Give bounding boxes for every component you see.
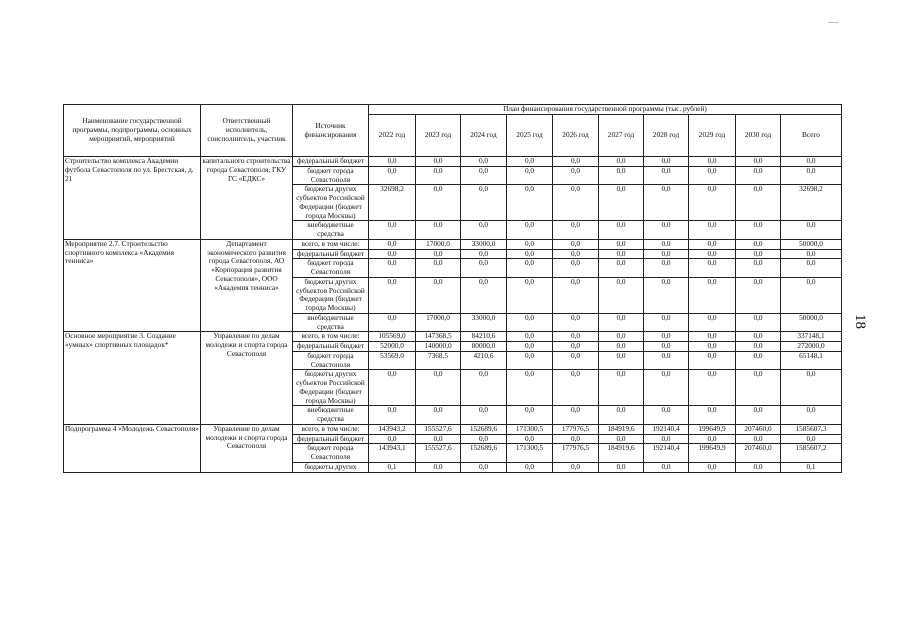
header-total: Всего: [781, 115, 842, 157]
year-value-cell: 0,0: [507, 406, 553, 425]
year-value-cell: 0,0: [369, 166, 416, 185]
year-value-cell: 0,0: [553, 239, 599, 249]
year-value-cell: 147368,5: [416, 332, 461, 342]
program-name-cell: Основное мероприятие 3. Создание «умных» спортивных площадок*: [64, 332, 201, 425]
year-value-cell: 105569,0: [369, 332, 416, 342]
table-body: [64, 157, 842, 473]
year-value-cell: 171300,5: [507, 424, 553, 434]
year-value-cell: 0,0: [689, 313, 736, 332]
year-value-cell: 0,0: [461, 277, 507, 313]
year-value-cell: 4210,6: [461, 351, 507, 370]
year-value-cell: 0,0: [689, 351, 736, 370]
year-value-cell: 0,0: [416, 249, 461, 259]
year-value-cell: 0,0: [689, 239, 736, 249]
funding-source-cell: внебюджетные средства: [293, 406, 369, 425]
header-year: 2029 год: [689, 115, 736, 157]
header-year: 2026 год: [553, 115, 599, 157]
total-value-cell: 50000,0: [781, 239, 842, 249]
year-value-cell: 0,0: [416, 157, 461, 167]
year-value-cell: 155527,6: [416, 424, 461, 434]
program-name-cell: Строительство комплекса Академии футбола Севастополя по ул. Брестская, д. 21: [64, 157, 201, 240]
year-value-cell: 0,0: [644, 277, 689, 313]
year-value-cell: 0,0: [736, 406, 781, 425]
year-value-cell: 84210,6: [461, 332, 507, 342]
total-value-cell: 50000,0: [781, 313, 842, 332]
executor-cell: Управление по делам молодежи и спорта города Севастополя: [201, 424, 293, 472]
year-value-cell: 0,0: [553, 370, 599, 406]
year-value-cell: 0,0: [461, 434, 507, 444]
year-value-cell: 0,0: [599, 434, 644, 444]
year-value-cell: 0,0: [416, 185, 461, 221]
year-value-cell: 0,0: [416, 259, 461, 278]
year-value-cell: 184919,6: [599, 424, 644, 434]
total-value-cell: 65148,1: [781, 351, 842, 370]
year-value-cell: 0,0: [553, 157, 599, 167]
year-value-cell: 0,0: [689, 434, 736, 444]
program-name-cell: Подпрограмма 4 «Молодежь Севастополя»: [64, 424, 201, 472]
funding-source-cell: бюджет города Севастополя: [293, 166, 369, 185]
year-value-cell: 33000,0: [461, 239, 507, 249]
funding-source-cell: бюджеты других субъектов Российской Федерации (бюджет города Москвы): [293, 277, 369, 313]
year-value-cell: 0,0: [507, 434, 553, 444]
year-value-cell: 192140,4: [644, 444, 689, 463]
year-value-cell: 0,0: [507, 370, 553, 406]
year-value-cell: 0,0: [416, 434, 461, 444]
year-value-cell: 0,0: [553, 277, 599, 313]
year-value-cell: 177976,5: [553, 424, 599, 434]
funding-source-cell: федеральный бюджет: [293, 157, 369, 167]
year-value-cell: 0,0: [689, 166, 736, 185]
year-value-cell: 0,0: [644, 462, 689, 472]
year-value-cell: 0,0: [461, 166, 507, 185]
year-value-cell: 0,0: [599, 313, 644, 332]
year-value-cell: 0,0: [599, 342, 644, 352]
year-value-cell: 207460,0: [736, 444, 781, 463]
funding-source-cell: бюджет города Севастополя: [293, 444, 369, 463]
year-value-cell: 0,0: [461, 406, 507, 425]
year-value-cell: 0,0: [416, 277, 461, 313]
funding-source-cell: федеральный бюджет: [293, 342, 369, 352]
total-value-cell: 0,0: [781, 406, 842, 425]
year-value-cell: 0,0: [599, 259, 644, 278]
year-value-cell: 0,0: [599, 249, 644, 259]
year-value-cell: 0,0: [644, 249, 689, 259]
year-value-cell: 80000,0: [461, 342, 507, 352]
header-year: 2023 год: [416, 115, 461, 157]
header-executor: Ответственный исполнитель, соисполнитель, участник: [201, 105, 293, 157]
year-value-cell: 155527,6: [416, 444, 461, 463]
year-value-cell: 0,0: [553, 166, 599, 185]
year-value-cell: 0,0: [461, 370, 507, 406]
year-value-cell: 17000,0: [416, 239, 461, 249]
year-value-cell: 0,0: [644, 166, 689, 185]
year-value-cell: 0,0: [369, 313, 416, 332]
year-value-cell: 0,0: [736, 249, 781, 259]
year-value-cell: 0,0: [736, 434, 781, 444]
year-value-cell: 0,0: [599, 406, 644, 425]
year-value-cell: 0,0: [507, 277, 553, 313]
year-value-cell: 143943,1: [369, 444, 416, 463]
year-value-cell: 0,0: [461, 259, 507, 278]
year-value-cell: 32698,2: [369, 185, 416, 221]
year-value-cell: 143943,2: [369, 424, 416, 434]
year-value-cell: 0,0: [736, 185, 781, 221]
year-value-cell: 0,0: [736, 462, 781, 472]
funding-source-cell: бюджеты других субъектов Российской Федерации (бюджет города Москвы): [293, 185, 369, 221]
funding-source-cell: бюджет города Севастополя: [293, 259, 369, 278]
header-year: 2022 год: [369, 115, 416, 157]
funding-source-cell: всего, в том числе:: [293, 239, 369, 249]
year-value-cell: 0,0: [599, 370, 644, 406]
year-value-cell: 0,0: [369, 259, 416, 278]
header-plan-title: План финансирования государственной программы (тыс. рублей): [369, 105, 842, 115]
total-value-cell: 1585607,2: [781, 444, 842, 463]
year-value-cell: 0,0: [736, 166, 781, 185]
year-value-cell: 0,0: [689, 277, 736, 313]
year-value-cell: 7368,5: [416, 351, 461, 370]
year-value-cell: 0,0: [644, 434, 689, 444]
year-value-cell: 0,0: [553, 259, 599, 278]
year-value-cell: 0,0: [507, 221, 553, 240]
year-value-cell: 0,0: [553, 342, 599, 352]
header-year: 2025 год: [507, 115, 553, 157]
funding-source-cell: внебюджетные средства: [293, 221, 369, 240]
year-value-cell: 0,0: [553, 313, 599, 332]
year-value-cell: 0,0: [736, 332, 781, 342]
year-value-cell: 0,0: [644, 351, 689, 370]
year-value-cell: 0,0: [461, 221, 507, 240]
table-row: [64, 424, 842, 434]
year-value-cell: 0,0: [599, 239, 644, 249]
year-value-cell: 0,0: [461, 249, 507, 259]
table-row: [64, 157, 842, 167]
year-value-cell: 0,0: [553, 434, 599, 444]
funding-source-cell: всего, в том числе:: [293, 332, 369, 342]
year-value-cell: 0,0: [644, 259, 689, 278]
year-value-cell: 0,0: [507, 239, 553, 249]
year-value-cell: 0,0: [416, 406, 461, 425]
executor-cell: Управление по делам молодежи и спорта города Севастополя: [201, 332, 293, 425]
year-value-cell: 0,0: [736, 351, 781, 370]
year-value-cell: 0,0: [644, 342, 689, 352]
year-value-cell: 0,0: [599, 221, 644, 240]
total-value-cell: 0,0: [781, 370, 842, 406]
year-value-cell: 0,0: [507, 462, 553, 472]
funding-source-cell: всего, в том числе:: [293, 424, 369, 434]
year-value-cell: 0,0: [507, 332, 553, 342]
total-value-cell: 0,1: [781, 462, 842, 472]
header-year: 2028 год: [644, 115, 689, 157]
financing-table: [63, 104, 842, 473]
year-value-cell: 0,0: [416, 166, 461, 185]
funding-source-cell: бюджет города Севастополя: [293, 351, 369, 370]
year-value-cell: 0,0: [369, 277, 416, 313]
year-value-cell: 0,0: [689, 370, 736, 406]
year-value-cell: 0,0: [736, 313, 781, 332]
year-value-cell: 0,0: [644, 185, 689, 221]
header-year: 2024 год: [461, 115, 507, 157]
year-value-cell: 0,0: [553, 462, 599, 472]
executor-cell: Департамент экономического развития города Севастополя, АО «Корпорация развития Севастополя», ООО «Академия тенниса»: [201, 239, 293, 332]
year-value-cell: 152689,6: [461, 424, 507, 434]
total-value-cell: 0,0: [781, 249, 842, 259]
year-value-cell: 0,0: [461, 462, 507, 472]
year-value-cell: 0,0: [507, 351, 553, 370]
total-value-cell: 0,0: [781, 277, 842, 313]
year-value-cell: 0,0: [553, 351, 599, 370]
year-value-cell: 177976,5: [553, 444, 599, 463]
year-value-cell: 0,0: [599, 351, 644, 370]
page-number: 18: [852, 314, 868, 329]
year-value-cell: 0,0: [599, 462, 644, 472]
year-value-cell: 0,0: [416, 221, 461, 240]
year-value-cell: 53569,0: [369, 351, 416, 370]
year-value-cell: 0,0: [369, 406, 416, 425]
total-value-cell: 337148,1: [781, 332, 842, 342]
year-value-cell: 0,0: [461, 157, 507, 167]
year-value-cell: 33000,0: [461, 313, 507, 332]
year-value-cell: 0,0: [507, 185, 553, 221]
year-value-cell: 0,0: [644, 332, 689, 342]
year-value-cell: 0,0: [599, 277, 644, 313]
year-value-cell: 0,0: [507, 259, 553, 278]
year-value-cell: 0,0: [736, 342, 781, 352]
year-value-cell: 171300,5: [507, 444, 553, 463]
program-name-cell: Мероприятие 2.7. Строительство спортивного комплекса «Академия тенниса»: [64, 239, 201, 332]
year-value-cell: 0,0: [369, 221, 416, 240]
total-value-cell: 0,0: [781, 259, 842, 278]
total-value-cell: 0,0: [781, 221, 842, 240]
year-value-cell: 52000,0: [369, 342, 416, 352]
year-value-cell: 0,0: [689, 342, 736, 352]
year-value-cell: 152689,6: [461, 444, 507, 463]
year-value-cell: 199649,9: [689, 424, 736, 434]
funding-source-cell: внебюджетные средства: [293, 313, 369, 332]
year-value-cell: 0,0: [553, 332, 599, 342]
funding-source-cell: бюджеты других субъектов Российской Федерации (бюджет города Москвы): [293, 370, 369, 406]
year-value-cell: 0,0: [599, 332, 644, 342]
total-value-cell: 32698,2: [781, 185, 842, 221]
header-program: Наименование государственной программы, подпрограммы, основных мероприятий, мероприятий: [64, 105, 201, 157]
table-row: [64, 239, 842, 249]
year-value-cell: 0,0: [736, 370, 781, 406]
year-value-cell: 17000,0: [416, 313, 461, 332]
year-value-cell: 0,0: [644, 313, 689, 332]
total-value-cell: 1585607,3: [781, 424, 842, 434]
year-value-cell: 0,0: [689, 406, 736, 425]
funding-source-cell: бюджеты других: [293, 462, 369, 472]
year-value-cell: 199649,9: [689, 444, 736, 463]
year-value-cell: 0,0: [369, 370, 416, 406]
executor-cell: капитального строительства города Севастополя, ГКУ ГС «ЕДКС»: [201, 157, 293, 240]
page-corner-mark: [828, 22, 838, 23]
year-value-cell: 140000,0: [416, 342, 461, 352]
year-value-cell: 0,0: [736, 157, 781, 167]
year-value-cell: 0,0: [689, 259, 736, 278]
year-value-cell: 0,0: [689, 157, 736, 167]
year-value-cell: 184919,6: [599, 444, 644, 463]
year-value-cell: 0,0: [416, 370, 461, 406]
total-value-cell: 272000,0: [781, 342, 842, 352]
year-value-cell: 0,0: [689, 249, 736, 259]
funding-source-cell: федеральный бюджет: [293, 434, 369, 444]
year-value-cell: 0,0: [689, 462, 736, 472]
year-value-cell: 0,0: [369, 239, 416, 249]
year-value-cell: 0,0: [553, 221, 599, 240]
year-value-cell: 0,0: [644, 221, 689, 240]
year-value-cell: 0,0: [644, 406, 689, 425]
year-value-cell: 0,0: [689, 185, 736, 221]
year-value-cell: 0,0: [599, 166, 644, 185]
year-value-cell: 0,0: [644, 370, 689, 406]
year-value-cell: 0,0: [553, 406, 599, 425]
year-value-cell: 0,0: [461, 185, 507, 221]
header-source: Источник финансирования: [293, 105, 369, 157]
year-value-cell: 0,0: [689, 332, 736, 342]
header-year: 2027 год: [599, 115, 644, 157]
year-value-cell: 0,0: [599, 185, 644, 221]
header-year: 2030 год: [736, 115, 781, 157]
total-value-cell: 0,0: [781, 434, 842, 444]
year-value-cell: 0,0: [736, 277, 781, 313]
total-value-cell: 0,0: [781, 157, 842, 167]
year-value-cell: 192140,4: [644, 424, 689, 434]
year-value-cell: 0,0: [369, 157, 416, 167]
year-value-cell: 0,0: [644, 239, 689, 249]
total-value-cell: 0,0: [781, 166, 842, 185]
year-value-cell: 0,0: [369, 434, 416, 444]
year-value-cell: 0,0: [599, 157, 644, 167]
year-value-cell: 0,0: [736, 259, 781, 278]
year-value-cell: 0,0: [507, 313, 553, 332]
year-value-cell: 207460,0: [736, 424, 781, 434]
year-value-cell: 0,0: [736, 239, 781, 249]
year-value-cell: 0,0: [644, 157, 689, 167]
year-value-cell: 0,0: [507, 249, 553, 259]
year-value-cell: 0,0: [553, 185, 599, 221]
year-value-cell: 0,0: [553, 249, 599, 259]
year-value-cell: 0,0: [507, 157, 553, 167]
table-row: [64, 332, 842, 342]
year-value-cell: 0,0: [507, 342, 553, 352]
year-value-cell: 0,0: [369, 249, 416, 259]
year-value-cell: 0,0: [416, 462, 461, 472]
year-value-cell: 0,0: [689, 221, 736, 240]
funding-source-cell: федеральный бюджет: [293, 249, 369, 259]
year-value-cell: 0,0: [736, 221, 781, 240]
year-value-cell: 0,1: [369, 462, 416, 472]
year-value-cell: 0,0: [507, 166, 553, 185]
